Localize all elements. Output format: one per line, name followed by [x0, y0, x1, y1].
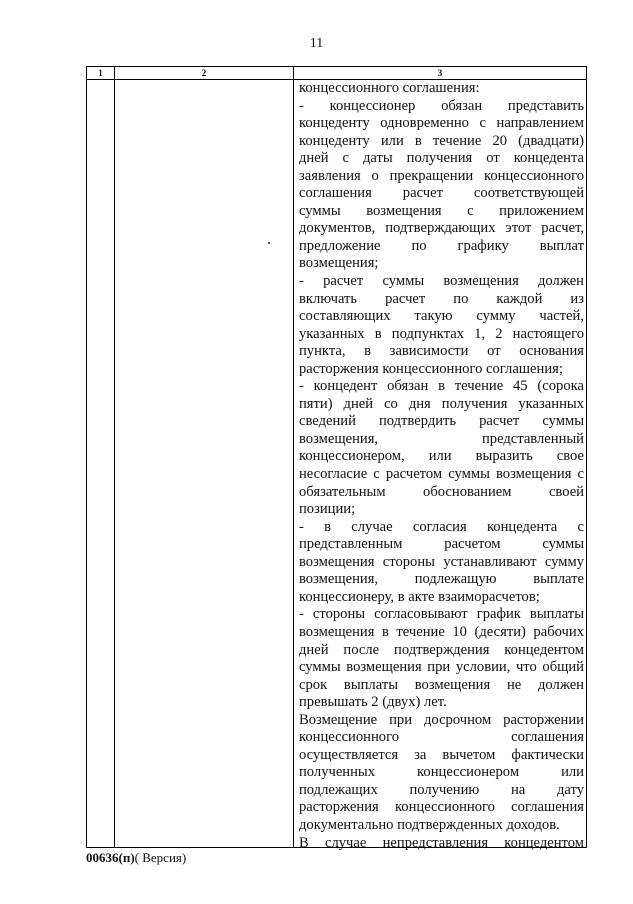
column-header-2: 2 — [201, 68, 207, 78]
text-line: расторжения концессионного соглашения — [299, 799, 584, 816]
text-line: указанных в подпунктах 1, 2 настоящего — [299, 325, 584, 342]
text-line: позиции; — [299, 501, 356, 518]
table-header-row — [87, 67, 586, 80]
text-line: дней с даты получения от концедента — [299, 150, 584, 167]
text-line: составляющих такую сумму частей, — [299, 308, 584, 325]
text-line: концеденту одновременно с направлением — [299, 115, 584, 132]
text-line: подлежащих получению на дату — [299, 781, 584, 798]
column-header-3: 3 — [437, 68, 443, 78]
scan-speck — [268, 242, 270, 244]
text-line: - расчет суммы возмещения должен — [299, 273, 584, 290]
text-line: концессионером, или выразить свое — [299, 448, 584, 465]
text-line: суммы возмещения с приложением — [299, 202, 584, 219]
text-line: документов, подтверждающих этот расчет, — [299, 220, 584, 237]
text-line: включать расчет по каждой из — [299, 290, 584, 307]
page-number: 11 — [309, 36, 324, 51]
text-line: полученных концессионером или — [299, 764, 584, 781]
document-table — [86, 66, 587, 851]
text-line: превышать 2 (двух) лет. — [299, 694, 447, 711]
text-line: осуществляется за вычетом фактически — [299, 746, 584, 763]
text-line: представленным расчетом суммы — [299, 536, 584, 553]
text-line: возмещения в течение 10 (десяти) рабочих — [299, 623, 584, 640]
document-version: ( Версия) — [134, 850, 187, 865]
text-line: концессионного соглашения — [299, 729, 584, 746]
text-line: расторжения концессионного соглашения; — [299, 360, 563, 377]
text-line: соглашения расчет соответствующей — [299, 185, 584, 202]
text-line: заявления о прекращении концессионного — [299, 167, 584, 184]
text-line: В случае непредставления концедентом — [299, 834, 584, 851]
text-line: - стороны согласовывают график выплаты — [299, 606, 584, 623]
text-line: - концедент обязан в течение 45 (сорока — [299, 378, 584, 395]
document-footer — [86, 850, 186, 866]
column-3-text — [299, 80, 584, 852]
text-line: Возмещение при досрочном расторжении — [299, 711, 584, 728]
text-line: концеденту или в течение 20 (двадцати) — [299, 132, 584, 149]
text-line: возмещения; — [299, 255, 379, 272]
column-header-1: 1 — [98, 68, 103, 78]
text-line: пяти) дней со дня получения указанных — [299, 395, 584, 412]
text-line: пункта, в зависимости от основания — [299, 343, 584, 360]
text-line: предложение по графику выплат — [299, 237, 584, 254]
text-line: обязательным обоснованием своей — [299, 483, 584, 500]
text-line: несогласие с расчетом суммы возмещения с — [299, 466, 584, 483]
text-line: суммы возмещения при условии, что общий — [299, 659, 584, 676]
text-line: дней после подтверждения концедентом — [299, 641, 584, 658]
text-line: концессионного соглашения: — [299, 80, 480, 96]
text-line: концессионеру, в акте взаиморасчетов; — [299, 588, 540, 605]
text-line: - в случае согласия концедента с — [299, 518, 584, 535]
column-divider — [293, 67, 294, 847]
text-line: возмещения стороны устанавливают сумму — [299, 553, 584, 570]
text-line: срок выплаты возмещения не должен — [299, 676, 584, 693]
text-line: возмещения, подлежащую выплате — [299, 571, 584, 588]
text-line: возмещения, представленный — [299, 430, 584, 447]
column-divider — [114, 67, 115, 847]
text-line: документально подтвержденных доходов. — [299, 816, 560, 833]
text-line: сведений подтвердить расчет суммы — [299, 413, 584, 430]
text-line: - концессионер обязан представить — [299, 97, 584, 114]
document-code: 00636(п) — [86, 850, 135, 865]
